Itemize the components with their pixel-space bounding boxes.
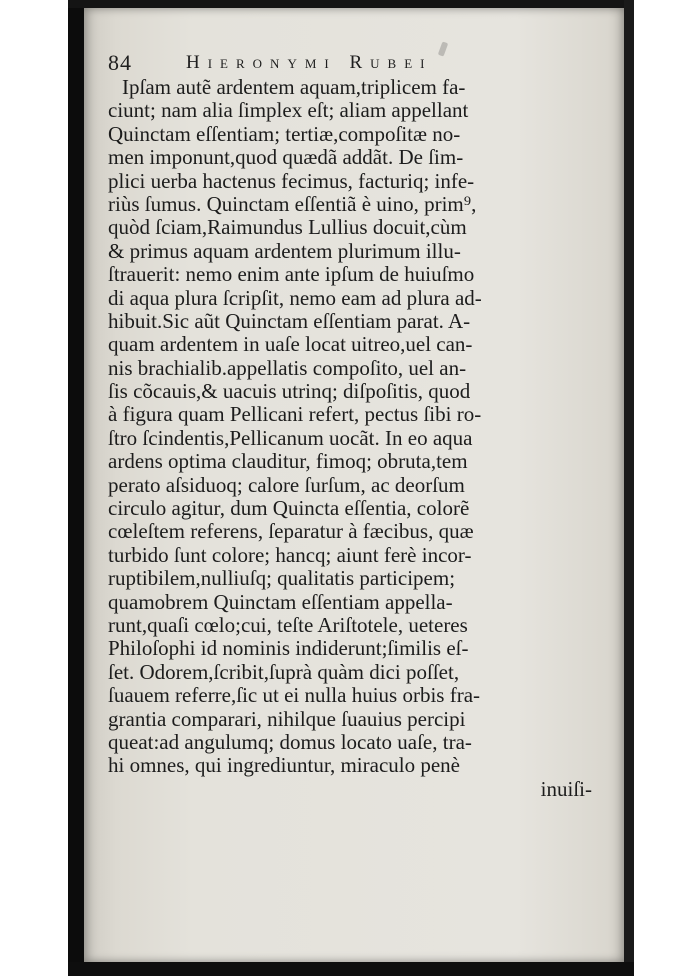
text-line: circulo agitur, dum Quincta eſſentia, colorẽ — [108, 496, 470, 521]
page-number: 84 — [108, 50, 132, 75]
text-line: ſuauem referre,ſic ut ei nulla huius orbis fra- — [108, 683, 481, 708]
text-line: ſtro ſcindentis,Pellicanum uocãt. In eo aqua — [108, 425, 473, 450]
text-line: riùs ſumus. Quinctam eſſentiã è uino, prim⁹, — [108, 191, 477, 216]
text-line: runt,quaſi cœlo;cui, teſte Ariſtotele, ueteres — [108, 612, 468, 637]
text-line: ſet. Odorem,ſcribit,ſuprà quàm dici poſſet, — [108, 659, 460, 684]
scan-shadow-top — [68, 0, 634, 8]
text-line: & primus aquam ardentem plurimum illu- — [108, 238, 461, 263]
text-line: quòd ſciam,Raimundus Lullius docuit,cùm — [108, 215, 467, 240]
text-line: queat:ad angulumq; domus locato uaſe, tra- — [108, 729, 472, 754]
text-line: grantia comparari, nihilque ſuauius percipi — [108, 706, 466, 731]
text-line: hibuit.Sic aũt Quinctam eſſentiam parat. A- — [108, 308, 471, 333]
text-line: Ipſam autẽ ardentem aquam,triplicem fa- — [122, 75, 466, 99]
text-line: ardens optima clauditur, fimoq; obruta,tem — [108, 449, 468, 474]
text-line: ſis cõcauis,& uacuis utrinq; diſpoſitis, quod — [108, 379, 471, 404]
scan-shadow-bottom — [68, 962, 634, 976]
text-line: nis brachialib.appellatis compoſito, uel an- — [108, 355, 467, 380]
text-line: Quinctam eſſentiam; tertiæ,compoſitæ no- — [108, 121, 461, 146]
text-line: cœleſtem referens, ſeparatur à fæcibus, quæ — [108, 519, 474, 544]
catchword: inuiſi- — [540, 776, 592, 801]
text-line: quam ardentem in uaſe locat uitreo,uel can- — [108, 332, 473, 357]
text-line: à figura quam Pellicani refert, pectus ſibi ro- — [108, 402, 482, 427]
body-text — [108, 76, 608, 801]
text-line: turbido ſunt colore; hancq; aiunt ferè incor- — [108, 542, 472, 567]
scan-shadow-right — [624, 0, 634, 976]
text-line: ruptibilem,nulliuſq; qualitatis participem; — [108, 566, 456, 591]
running-head: Hieronymi Rubei — [186, 52, 433, 73]
text-line: plici uerba hactenus fecimus, facturiq; infe- — [108, 168, 475, 193]
text-line: ciunt; nam alia ſimplex eſt; aliam appellant — [108, 98, 469, 123]
text-line: quamobrem Quinctam eſſentiam appella- — [108, 589, 453, 614]
text-line: ſtrauerit: nemo enim ante ipſum de huiuſmo — [108, 262, 475, 287]
text-line: hi omnes, qui ingrediuntur, miraculo penè — [108, 753, 460, 778]
text-line: di aqua plura ſcripſit, nemo eam ad plura ad- — [108, 285, 482, 310]
text-line: men imponunt,quod quædã addãt. De ſim- — [108, 145, 464, 170]
text-line: perato aſsiduoq; calore ſurſum, ac deorſum — [108, 472, 465, 497]
scan-shadow-left — [68, 0, 84, 976]
text-line: Philoſophi id nominis indiderunt;ſimilis eſ- — [108, 636, 469, 661]
